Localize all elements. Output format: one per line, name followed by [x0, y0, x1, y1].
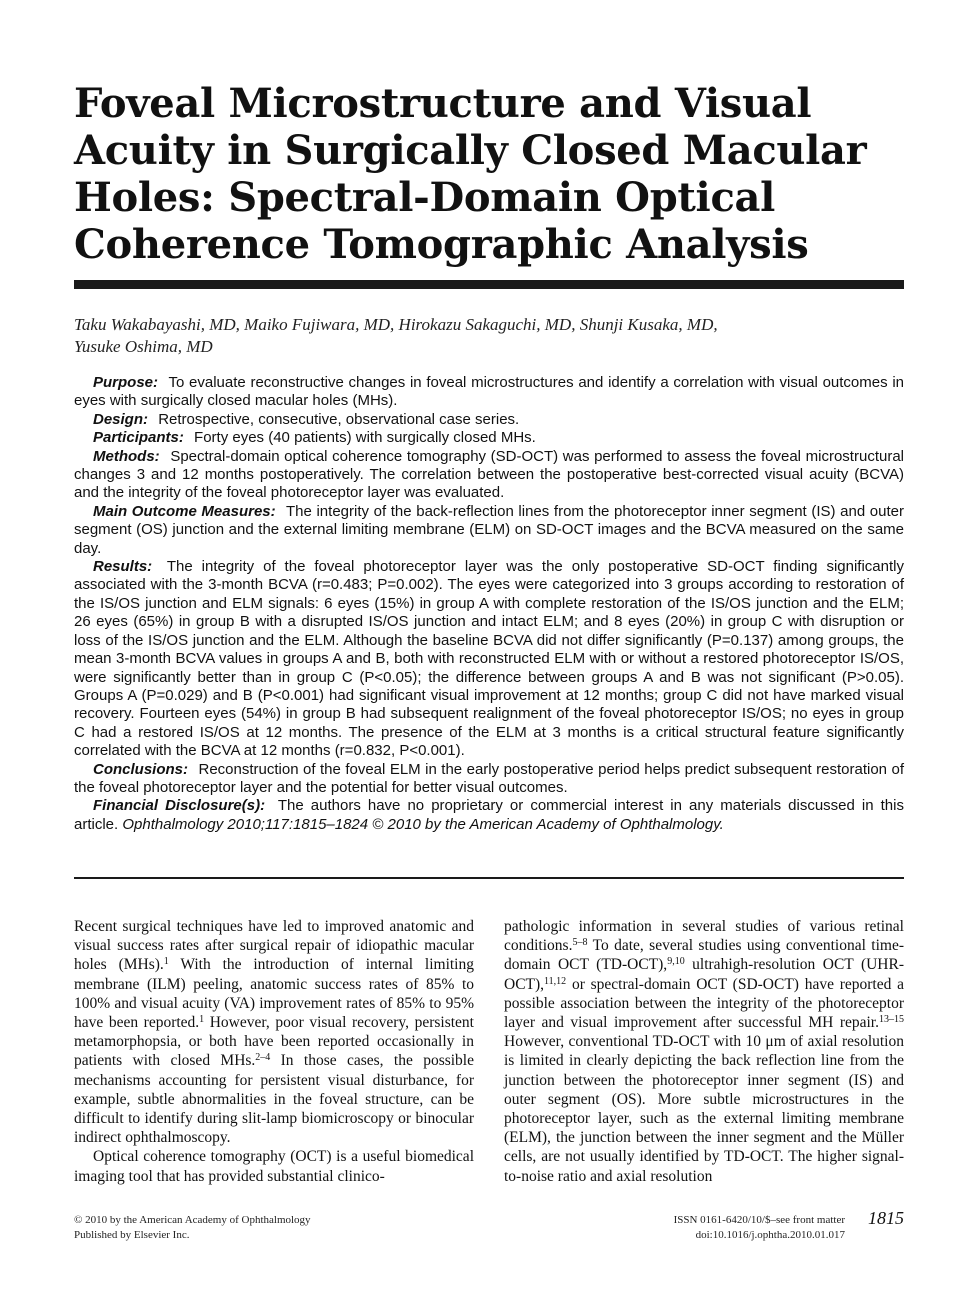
right-text-a: pathologic information in several studies of various retinal conditions.	[504, 918, 904, 955]
abstract-disclosure	[74, 797, 904, 834]
right-text-d: or spectral-domain OCT (SD-OCT) have reported a possible association between the integrity of the photoreceptor layer and visual improvement after successful MH repair.	[504, 975, 904, 1032]
doi-link[interactable]: doi:10.1016/j.ophtha.2010.01.017	[695, 1229, 845, 1241]
publisher-notice: Published by Elsevier Inc.	[74, 1229, 190, 1241]
measures-label: Main Outcome Measures:	[93, 502, 276, 520]
intro-text-b: With the introduction of internal limiting membrane (ILM) peeling, anatomic success rates of 85% to 100% and visual acuity (VA) improvement rates of 85% to 95% have been reported.	[74, 956, 474, 1032]
author-list	[74, 314, 904, 358]
methods-text: Spectral-domain optical coherence tomography (SD-OCT) was performed to assess the foveal microstructural changes 3 and 12 months postoperatively. The correlation between the postoperative best-corrected visual acuity (BCVA) and the integrity of the foveal photoreceptor layer was evaluated.	[74, 447, 904, 502]
purpose-label: Purpose:	[93, 374, 159, 391]
abstract	[74, 374, 904, 834]
design-label: Design:	[93, 410, 149, 428]
reference-mark[interactable]: 11,12	[544, 975, 567, 987]
abstract-participants	[74, 429, 904, 447]
intro-text-c: However, poor visual recovery, persistent metamorphopsia, or both have been reported occasionally in patients with closed MHs.	[74, 1014, 474, 1070]
authors-line-1: Taku Wakabayashi, MD, Maiko Fujiwara, MD, Hirokazu Sakaguchi, MD, Shunji Kusaka, MD,	[74, 315, 718, 334]
conclusions-text: Reconstruction of the foveal ELM in the early postoperative period helps predict subsequent restoration of the foveal photoreceptor layer and the potential for better visual outcomes.	[74, 760, 905, 796]
right-text-b: To date, several studies using conventional time-domain OCT (TD-OCT),	[504, 937, 904, 974]
reference-mark[interactable]: 13–15	[879, 1014, 904, 1026]
article-title: Foveal Microstructure and Visual Acuity in Surgically Closed Macular Holes: Spectral-Domain Optical Coherence Tomographic Analysis	[74, 80, 867, 268]
intro-paragraph-1	[74, 917, 474, 1147]
methods-label: Methods:	[93, 447, 160, 465]
reference-mark[interactable]: 5–8	[572, 937, 588, 949]
title-rule	[74, 280, 904, 289]
abstract-purpose	[74, 374, 904, 411]
reference-mark[interactable]: 2–4	[255, 1052, 271, 1064]
right-text-c: ultrahigh-resolution OCT (UHR-OCT),	[504, 956, 904, 993]
disclosure-label: Financial Disclosure(s):	[93, 797, 266, 815]
design-text: Retrospective, consecutive, observational case series.	[158, 410, 520, 428]
abstract-rule	[74, 877, 904, 879]
disclosure-text: The authors have no proprietary or commercial interest in any materials discussed in this article.	[74, 797, 904, 833]
body-column-left	[74, 917, 474, 1186]
conclusions-label: Conclusions:	[93, 760, 189, 778]
abstract-conclusions	[74, 761, 904, 798]
footer-left	[74, 1213, 434, 1243]
measures-text: The integrity of the back-reflection lines from the photoreceptor inner segment (IS) and outer segment (OS) junction and the external limiting membrane (ELM) on SD-OCT images and the BCVA measured on the same day.	[74, 502, 904, 557]
reference-mark[interactable]: 1	[163, 956, 169, 968]
abstract-results	[74, 558, 904, 760]
abstract-design	[74, 411, 904, 429]
authors-line-2: Yusuke Oshima, MD	[74, 337, 213, 356]
abstract-methods	[74, 448, 904, 503]
footer-right	[560, 1213, 845, 1243]
reference-mark[interactable]: 9,10	[667, 956, 685, 968]
journal-citation: Ophthalmology 2010;117:1815–1824 © 2010 by the American Academy of Ophthalmology.	[122, 815, 724, 833]
right-text-e: However, conventional TD-OCT with 10 μm of axial resolution is limited in clearly depicting the back reflection line from the junction between the photoreceptor inner segment (IS) and outer segment (OS). More subtle microstructures in the photoreceptor layer, such as the external limiting membrane (ELM), the junction between the inner segment and the Müller cells, are not usually identified by TD-OCT. The higher signal-to-noise ratio and axial resolution	[504, 1033, 904, 1185]
page-number: 1815	[868, 1208, 904, 1228]
issn-notice: ISSN 0161-6420/10/$–see front matter	[673, 1214, 845, 1226]
reference-mark[interactable]: 1	[199, 1014, 205, 1026]
participants-label: Participants:	[93, 429, 184, 447]
copyright-notice: © 2010 by the American Academy of Ophthalmology	[74, 1214, 311, 1226]
intro-text-a: Recent surgical techniques have led to improved anatomic and visual success rates after surgical repair of idiopathic macular holes (MHs).	[74, 918, 474, 974]
abstract-measures	[74, 503, 904, 558]
results-label: Results:	[93, 558, 153, 576]
intro-paragraph-2-continued	[504, 917, 904, 1186]
purpose-text: To evaluate reconstructive changes in foveal microstructures and identify a correlation with visual outcomes in eyes with surgically closed macular holes (MHs).	[74, 374, 904, 410]
intro-text-d: In those cases, the possible mechanisms accounting for persistent visual disturbance, for example, subtle abnormalities in the foveal structure, can be difficult to identify during slit-lamp biomicroscopy or binocular indirect ophthalmoscopy.	[74, 1052, 474, 1147]
results-text: The integrity of the foveal photoreceptor layer was the only postoperative SD-OCT finding significantly associated with the 3-month BCVA (r=0.483; P=0.002). The eyes were categorized into 3 groups according to restoration of the IS/OS junction and ELM signals: 6 eyes (15%) in group A with complete restoration of the IS/OS junction and the ELM; 26 eyes (65%) in group B with a disrupted IS/OS junction and intact ELM; and 8 eyes (20%) in group C with disruption or loss of the IS/OS junction and the ELM. Although the baseline BCVA did not differ significantly (P=0.137) among groups, the mean 3-month BCVA values in groups A and B, both with reconstructed ELM with or without a restored photoreceptor IS/OS, were significantly better than in group C (P<0.05); the difference between groups A and B was not significant (P>0.05). Groups A (P=0.029) and B (P<0.001) had significant visual improvement at 12 months; group C did not have marked visual recovery. Fourteen eyes (54%) in group B had subsequent realignment of the foveal photoreceptor IS/OS; no eyes in group C had a restored IS/OS at 12 months. The presence of the ELM at 3 months is a critical structural feature significantly correlated with the BCVA at 12 months (r=0.832, P<0.001).	[74, 558, 904, 760]
intro-paragraph-2: Optical coherence tomography (OCT) is a useful biomedical imaging tool that has provided substantial clinico-	[74, 1148, 474, 1185]
participants-text: Forty eyes (40 patients) with surgically closed MHs.	[194, 429, 536, 447]
body-column-right	[504, 917, 904, 1186]
